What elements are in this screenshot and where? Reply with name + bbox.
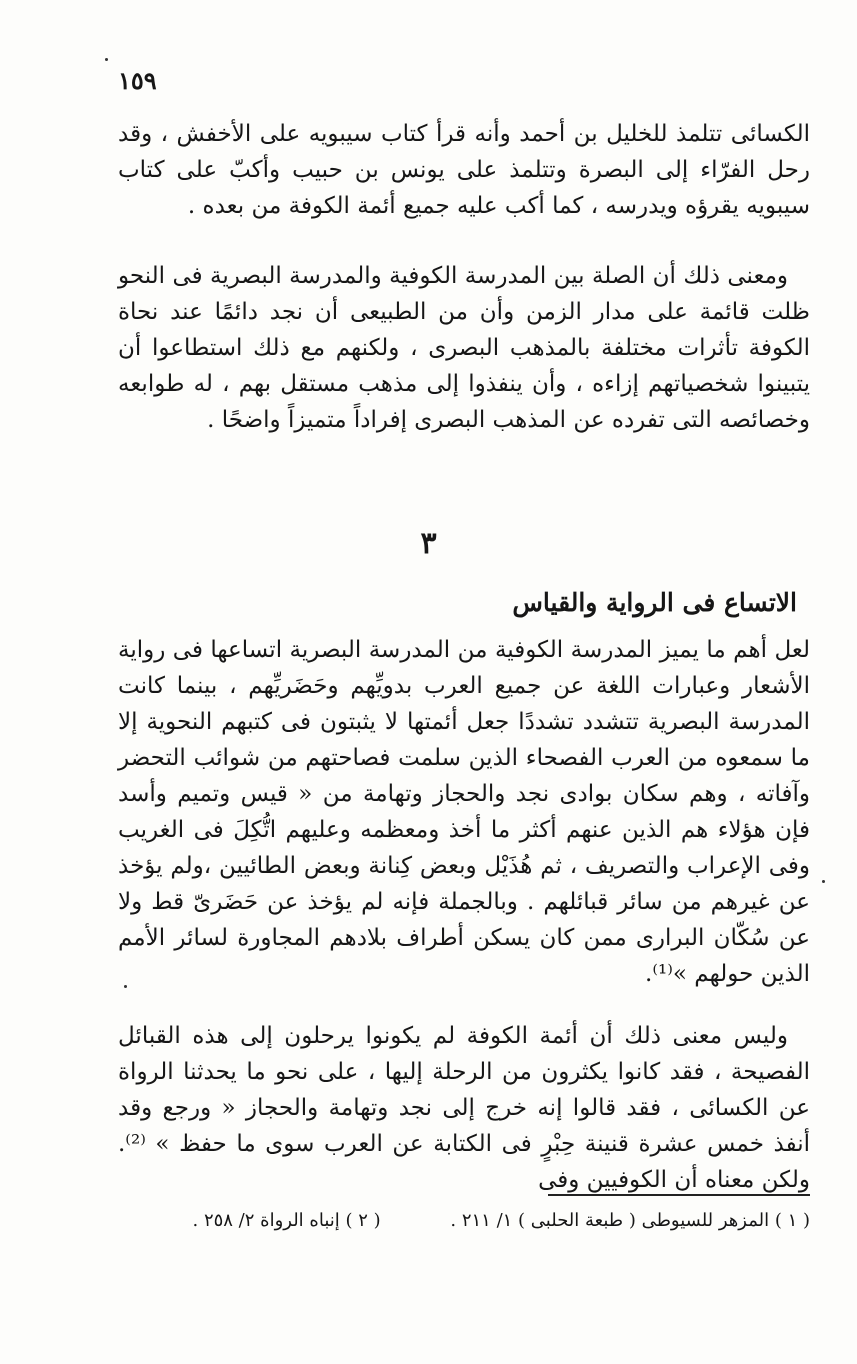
section-number: ٣ <box>420 526 437 561</box>
paragraph-4 <box>118 1018 810 1198</box>
paragraph-1 <box>118 116 810 224</box>
scan-speck <box>105 58 108 61</box>
scan-speck <box>822 880 825 883</box>
footnote-divider <box>548 1194 810 1196</box>
footnotes <box>118 1208 810 1234</box>
paragraph-text: لعل أهم ما يميز المدرسة الكوفية من المدرسة البصرية اتساعها فى رواية الأشعار وعبارات اللغة عن جميع العرب بدويِّهم وحَضَريِّهم ، بينما كانت المدرسة البصرية تتشدد تشددًا جعل أئمتها لا يثبتون فى كتبهم النحوية إلا ما سمعوه من العرب الفصحاء الذين سلمت فصاحتهم من شوائب التحضر وآفاته ، وهم سكان بوادى نجد والحجاز وتهامة من « قيس وتميم وأسد فإن هؤلاء هم الذين عنهم أكثر ما أخذ ومعظمه وعليهم اتُّكِلَ فى الغريب وفى الإعراب والتصريف ، ثم هُذَيْل وبعض كِنانة وبعض الطائيين ،ولم يؤخذ عن غيرهم من سائر قبائلهم . وبالجملة فإنه لم يؤخذ عن حَضَرىّ قط ولا عن سُكّان البرارى ممن كان يسكن أطراف بلادهم المجاورة لسائر الأمم الذين حولهم »⁽¹⁾. <box>118 637 810 987</box>
paragraph-text: وليس معنى ذلك أن أئمة الكوفة لم يكونوا يرحلون إلى هذه القبائل الفصيحة ، فقد كانوا يكثرون من الرحلة إليها ، على نحو ما يحدثنا الرواة عن الكسائى ، فقد قالوا إنه خرج إلى نجد وتهامة والحجاز « ورجع وقد أنفذ خمس عشرة قنينة حِبْرٍ فى الكتابة عن العرب سوى ما حفظ » ⁽²⁾. ولكن معناه أن الكوفيين وفى <box>118 1023 810 1193</box>
page-number: ١٥٩ <box>118 66 157 95</box>
paragraph-2 <box>118 258 810 438</box>
paragraph-3 <box>118 632 810 992</box>
scan-speck <box>124 985 127 988</box>
paragraph-text: الكسائى تتلمذ للخليل بن أحمد وأنه قرأ كتاب سيبويه على الأخفش ، وقد رحل الفرّاء إلى البصرة وتتلمذ على يونس بن حبيب وأكبّ على كتاب سيبويه يقرؤه ويدرسه ، كما أكب عليه جميع أئمة الكوفة من بعده . <box>118 121 810 219</box>
section-heading: الاتساع فى الرواية والقياس <box>512 588 797 617</box>
paragraph-text: ومعنى ذلك أن الصلة بين المدرسة الكوفية والمدرسة البصرية فى النحو ظلت قائمة على مدار الزمن وأن من الطبيعى أن نجد دائمًا عند نحاة الكوفة تأثرات مختلفة بالمذهب البصرى ، ولكنهم مع ذلك استطاعوا أن يتبينوا شخصياتهم إزاءه ، وأن ينفذوا إلى مذهب مستقل بهم ، له طوابعه وخصائصه التى تفرده عن المذهب البصرى إفراداً متميزاً واضحًا . <box>118 263 810 433</box>
footnote-2: ( ٢ ) إنباه الرواة ٢/ ٢٥٨ . <box>192 1210 381 1231</box>
footnote-1: ( ١ ) المزهر للسيوطى ( طبعة الحلبى ) ١/ ٢١١ . <box>450 1210 810 1231</box>
